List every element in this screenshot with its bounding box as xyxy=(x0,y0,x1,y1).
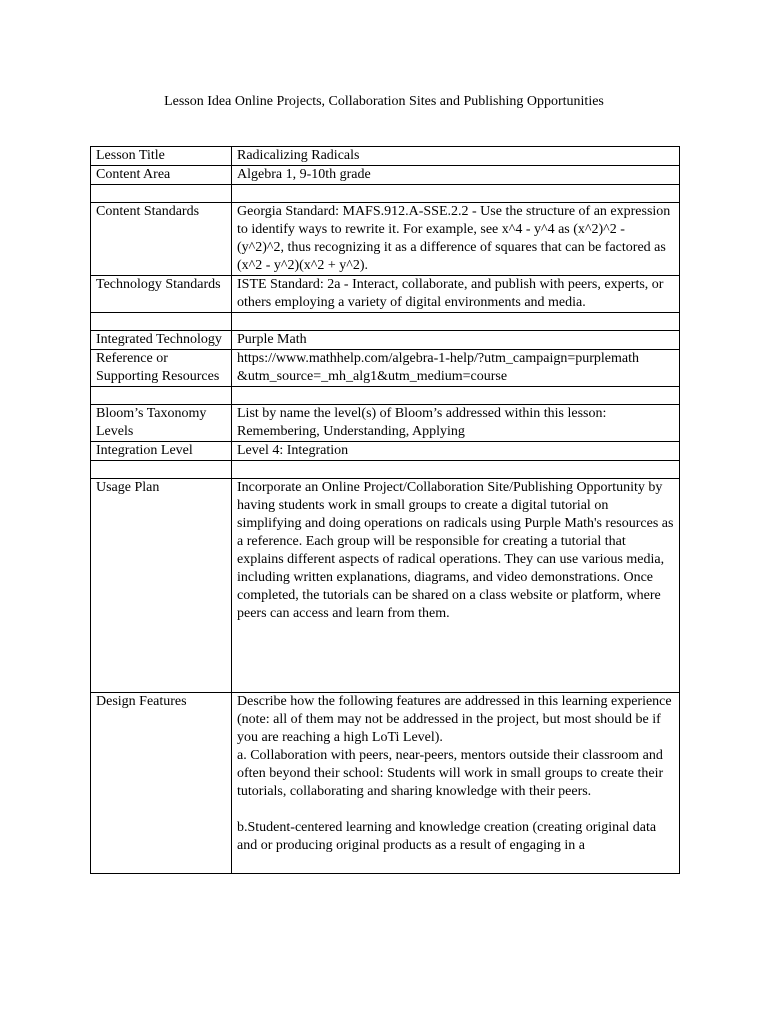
table-row-spacer xyxy=(91,461,680,479)
table-row-technology-standards xyxy=(91,276,680,313)
table-row-lesson-title xyxy=(91,147,680,166)
table-row-spacer xyxy=(91,387,680,405)
table-row-integration-level xyxy=(91,442,680,461)
technology-standards-value: ISTE Standard: 2a - Interact, collaborate, and publish with peers, experts, or others employing a variety of digital environments and media. xyxy=(232,276,680,313)
technology-standards-label: Technology Standards xyxy=(91,276,232,313)
spacer-cell xyxy=(232,461,680,479)
integrated-technology-value: Purple Math xyxy=(232,331,680,350)
blooms-taxonomy-value xyxy=(232,405,680,442)
table-row-spacer xyxy=(91,185,680,203)
design-feature-item-b: b.Student-centered learning and knowledge creation (creating original data and or producing original products as a result of engaging in a xyxy=(237,820,657,853)
design-features-value xyxy=(232,693,680,874)
reference-resources-value xyxy=(232,350,680,387)
design-features-label: Design Features xyxy=(91,693,232,874)
table-row-spacer xyxy=(91,313,680,331)
table-row-design-features xyxy=(91,693,680,874)
design-features-intro: Describe how the following features are addressed in this learning experience (note: all of them may not be addressed in the project, but most should be if you are reaching a high LoTi Level). xyxy=(237,694,672,745)
blooms-taxonomy-label: Bloom’s Taxonomy Levels xyxy=(91,405,232,442)
content-area-value: Algebra 1, 9-10th grade xyxy=(232,166,680,185)
spacer-cell xyxy=(232,185,680,203)
reference-resources-label: Reference or Supporting Resources xyxy=(91,350,232,387)
spacer-cell xyxy=(91,387,232,405)
reference-url-line-2: &utm_source=_mh_alg1&utm_medium=course xyxy=(237,369,508,384)
usage-plan-label: Usage Plan xyxy=(91,479,232,693)
table-row-content-area xyxy=(91,166,680,185)
paragraph-gap xyxy=(237,801,674,819)
spacer-cell xyxy=(232,387,680,405)
spacer-cell xyxy=(91,461,232,479)
integration-level-value: Level 4: Integration xyxy=(232,442,680,461)
usage-plan-value: Incorporate an Online Project/Collaboration Site/Publishing Opportunity by having students work in small groups to create a digital tutorial on simplifying and doing operations on radicals using Purple Math's resources as a reference. Each group will be responsible for creating a tutorial that explains different aspects of radical operations. They can use various media, including written explanations, diagrams, and video demonstrations. Once completed, the tutorials can be shared on a class website or platform, where peers can access and learn from them. xyxy=(232,479,680,693)
document-title: Lesson Idea Online Projects, Collaboration Sites and Publishing Opportunities xyxy=(164,94,604,109)
lesson-plan-table xyxy=(90,146,680,874)
spacer-cell xyxy=(91,185,232,203)
integration-level-label: Integration Level xyxy=(91,442,232,461)
blooms-instruction: List by name the level(s) of Bloom’s addressed within this lesson: xyxy=(237,406,607,421)
content-standards-value: Georgia Standard: MAFS.912.A-SSE.2.2 - Use the structure of an expression to identify ways to rewrite it. For example, see x^4 - y^4 as (x^2)^2 - (y^2)^2, thus recognizing it as a difference of squares that can be factored as (x^2 - y^2)(x^2 + y^2). xyxy=(232,203,680,276)
table-row-content-standards xyxy=(91,203,680,276)
table-row-usage-plan xyxy=(91,479,680,693)
spacer-cell xyxy=(232,313,680,331)
table-row-blooms-taxonomy xyxy=(91,405,680,442)
design-feature-item-a: a. Collaboration with peers, near-peers, mentors outside their classroom and often beyond their school: Students will work in small groups to create their tutorials, collaborating and sharing knowledge with their peers. xyxy=(237,748,664,799)
content-area-label: Content Area xyxy=(91,166,232,185)
reference-url-line-1: https://www.mathhelp.com/algebra-1-help/?utm_campaign=purplemath xyxy=(237,351,639,366)
integrated-technology-label: Integrated Technology xyxy=(91,331,232,350)
lesson-title-value: Radicalizing Radicals xyxy=(232,147,680,166)
blooms-levels: Remembering, Understanding, Applying xyxy=(237,424,465,439)
table-row-reference-resources xyxy=(91,350,680,387)
spacer-cell xyxy=(91,313,232,331)
table-row-integrated-technology xyxy=(91,331,680,350)
content-standards-label: Content Standards xyxy=(91,203,232,276)
lesson-title-label: Lesson Title xyxy=(91,147,232,166)
